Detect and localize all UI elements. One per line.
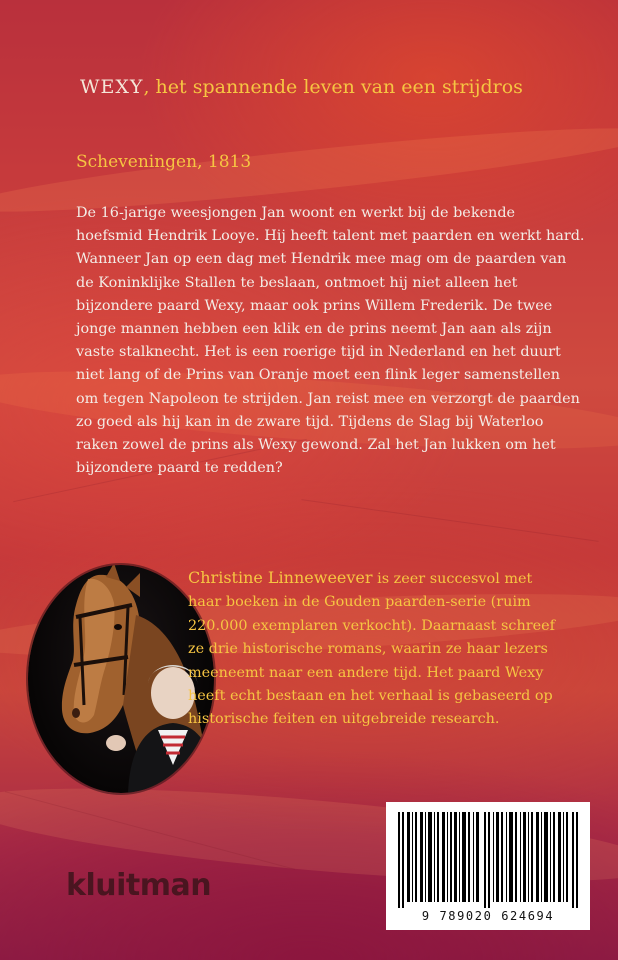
publisher-logo: kluitman	[66, 868, 212, 903]
author-bio-text: is zeer succesvol met haar boeken in de Gouden paarden-serie (ruim 220.000 exemplaren verkocht). Daarnaast schreef ze drie historische romans, waarin ze haar lezers meeneemt naar een andere tijd. Het paard Wexy heeft echt bestaan en het verhaal is gebaseerd op historische feiten en uitgebreide research.	[188, 571, 555, 728]
author-bio	[188, 566, 568, 732]
author-horse-illustration	[28, 565, 214, 793]
author-photo	[28, 565, 214, 793]
map-line	[301, 499, 598, 542]
barcode-bars	[396, 812, 580, 908]
blurb-text: De 16-jarige weesjongen Jan woont en werkt bij de bekende hoefsmid Hendrik Looye. Hij heeft talent met paarden en werkt hard. Wanneer Jan op een dag met Hendrik mee mag om de paarden van de Koninklijke Stallen te beslaan, ontmoet hij niet alleen het bijzondere paard Wexy, maar ook prins Willem Frederik. De twee jonge mannen hebben een klik en de prins neemt Jan aan als zijn vaste stalknecht. Het is een roerige tijd in Nederland en het duurt niet lang of de Prins van Oranje moet een flink leger samenstellen om tegen Napoleon te strijden. Jan reist mee en verzorgt de paarden zo goed als hij kan in de zware tijd. Tijdens de Slag bij Waterloo raken zowel de prins als Wexy gewond. Zal het Jan lukken om het bijzondere paard te redden?	[76, 205, 585, 477]
title-subtitle: , het spannende leven van een strijdros	[143, 76, 523, 98]
book-title	[80, 76, 580, 98]
map-line	[5, 791, 295, 870]
title-main: WEXY	[80, 76, 144, 98]
setting-heading: Scheveningen, 1813	[76, 152, 252, 172]
author-name: Christine Linneweever	[188, 568, 373, 587]
isbn-number: 9 789020 624694	[421, 909, 555, 923]
isbn-barcode	[386, 802, 590, 930]
